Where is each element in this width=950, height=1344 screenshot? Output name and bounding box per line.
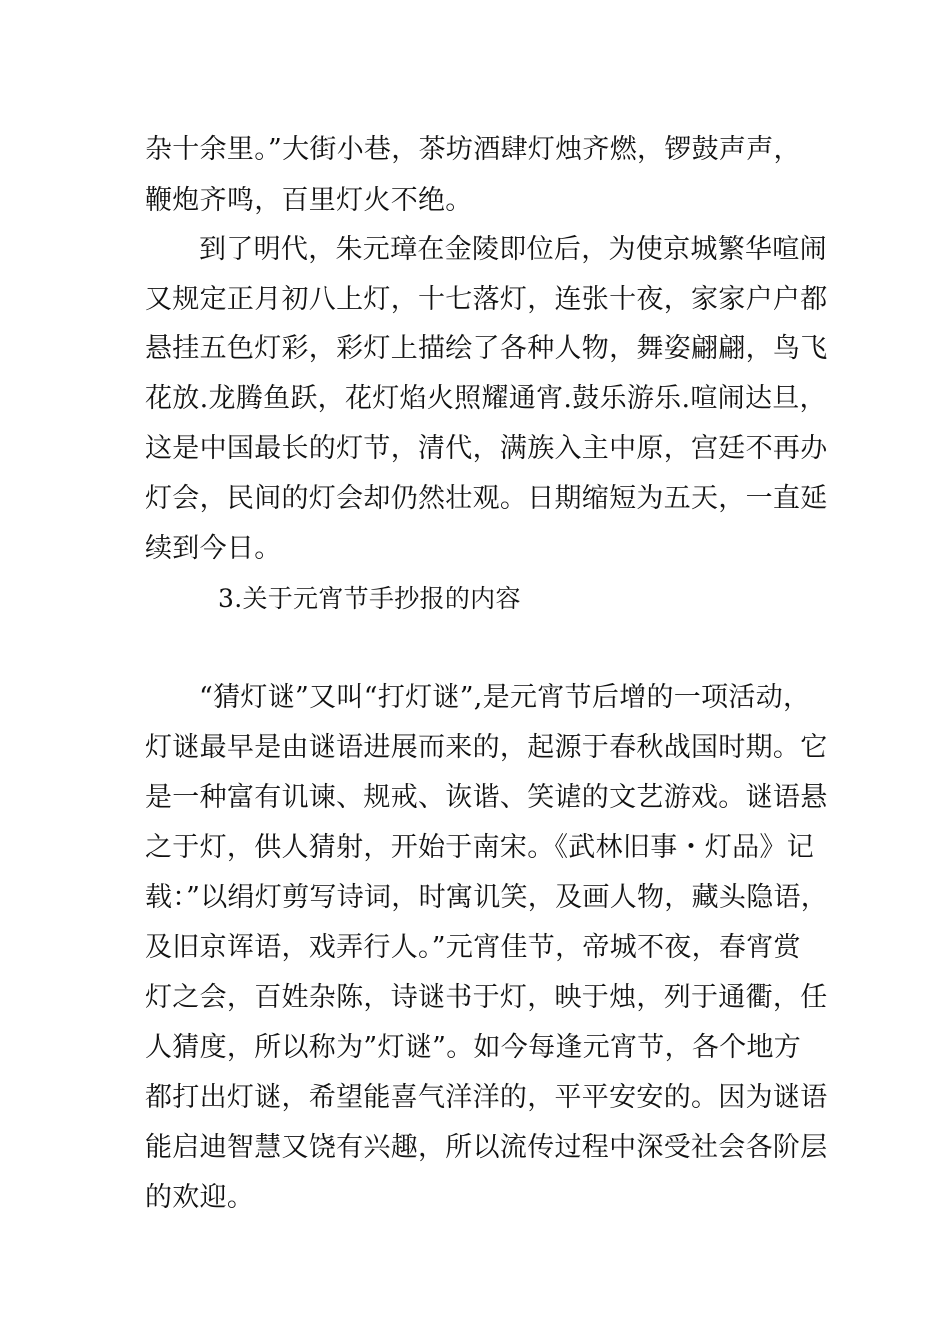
text-line: 都打出灯谜，希望能喜气洋洋的，平平安安的。因为谜语 — [145, 1082, 828, 1113]
text-line: 灯之会，百姓杂陈，诗谜书于灯，映于烛，列于通衢，任 — [145, 982, 828, 1013]
text-line: 是一种富有讥谏、规戒、诙谐、笑谑的文艺游戏。谜语悬 — [145, 782, 828, 813]
text-line: 这是中国最长的灯节，清代，满族入主中原，宫廷不再办 — [145, 433, 828, 464]
text-line: 到了明代，朱元璋在金陵即位后，为使京城繁华喧闹 — [199, 234, 827, 265]
text-line: 悬挂五色灯彩，彩灯上描绘了各种人物，舞姿翩翩，鸟飞 — [145, 333, 828, 364]
text-line: 灯会，民间的灯会却仍然壮观。日期缩短为五天，一直延 — [145, 483, 828, 514]
text-line: 鞭炮齐鸣，百里灯火不绝。 — [145, 185, 473, 216]
text-line: 杂十余里。”大街小巷，茶坊酒肆灯烛齐燃，锣鼓声声， — [145, 134, 801, 165]
text-line: 的欢迎。 — [145, 1182, 255, 1213]
text-line: 人猜度，所以称为”灯谜”。如今每逢元宵节，各个地方 — [145, 1032, 802, 1063]
text-line: 能启迪智慧又饶有兴趣，所以流传过程中深受社会各阶层 — [145, 1132, 828, 1163]
text-line: 灯谜最早是由谜语进展而来的，起源于春秋战国时期。它 — [145, 732, 828, 763]
text-line: 花放.龙腾鱼跃，花灯焰火照耀通宵.鼓乐游乐.喧闹达旦， — [145, 383, 827, 414]
text-line: “猜灯谜”又叫“打灯谜”,是元宵节后增的一项活动， — [199, 682, 811, 713]
text-line: 续到今日。 — [145, 533, 282, 564]
text-line: 及旧京诨语，戏弄行人。”元宵佳节，帝城不夜，春宵赏 — [145, 932, 801, 963]
text-line: 之于灯，供人猜射，开始于南宋。《武林旧事・灯品》记 — [145, 832, 814, 863]
text-line: 载：”以绢灯剪写诗词，时寓讥笑，及画人物，藏头隐语， — [145, 882, 829, 913]
section-heading: 3.关于元宵节手抄报的内容 — [218, 584, 521, 613]
text-line: 又规定正月初八上灯，十七落灯，连张十夜，家家户户都 — [145, 284, 828, 315]
